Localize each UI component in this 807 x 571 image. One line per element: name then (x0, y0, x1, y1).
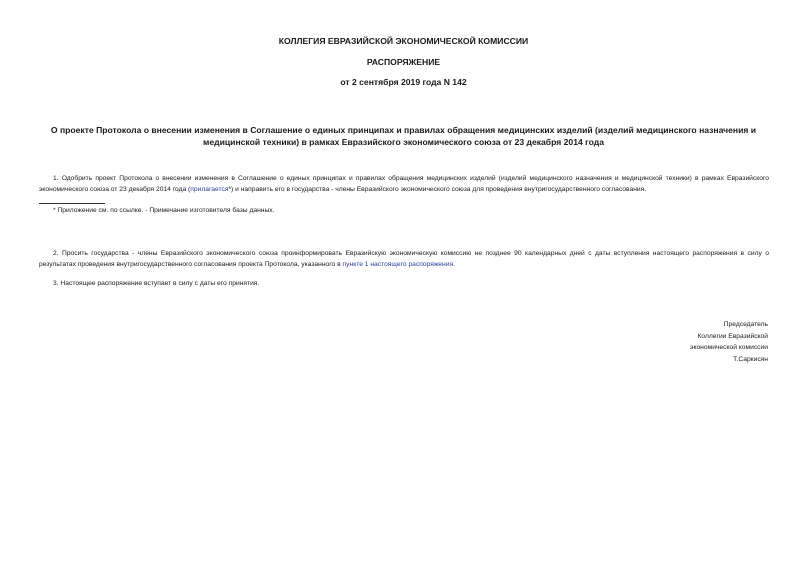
paragraph-2-text-start: 2. Просить государства - члены Евразийского экономического союза проинформировать Евразийскую экономическую комиссию не позднее 90 календарных дней с даты вступления настоящего распоряжения в силу о результатах проведения внутригосударственного согласования проекта Протокола, указанного в (39, 250, 769, 268)
paragraph-2-text-end: . (453, 261, 455, 268)
signature-position: Председатель (723, 321, 768, 328)
document-title: О проекте Протокола о внесении изменения в Соглашение о единых принципах и правилах обращения медицинских изделий (изделий медицинского назначения и медицинской техники) в рамках Евразийского экономического союза от 23 декабря 2014 года (50, 125, 757, 147)
paragraph-1-text-start: 1. Одобрить проект Протокола о внесении изменения в Соглашение о единых принципах и правилах обращения медицинских изделий (изделий медицинского назначения и медицинской техники) в рамках Евразийского экономического союза от 23 декабря 2014 года ( (39, 175, 769, 193)
signature-name: Т.Саркисян (733, 355, 768, 363)
attachment-link[interactable]: прилагается (190, 186, 229, 193)
signature-block (690, 319, 768, 365)
paragraph-1-text-end: *) и направить его в государства - члены Евразийского экономического союза для проведения внутригосударственного согласования. (228, 186, 647, 193)
paragraph-3: 3. Настоящее распоряжение вступает в силу с даты его принятия. (53, 280, 260, 287)
footnote: * Приложение см. по ссылке. - Примечание изготовителя базы данных. (53, 207, 275, 214)
footnote-divider (39, 203, 105, 204)
paragraph-reference-link[interactable]: пункте 1 настоящего распоряжения (342, 261, 454, 268)
organization-heading: КОЛЛЕГИЯ ЕВРАЗИЙСКОЙ ЭКОНОМИЧЕСКОЙ КОМИССИИ (278, 36, 529, 46)
signature-organization: экономической комиссии (690, 344, 768, 351)
paragraph-2 (39, 248, 769, 270)
signature-body: Коллегии Евразийской (697, 332, 768, 340)
document-date-number: от 2 сентября 2019 года N 142 (340, 77, 467, 87)
document-type: РАСПОРЯЖЕНИЕ (366, 57, 441, 67)
paragraph-1 (39, 173, 769, 195)
